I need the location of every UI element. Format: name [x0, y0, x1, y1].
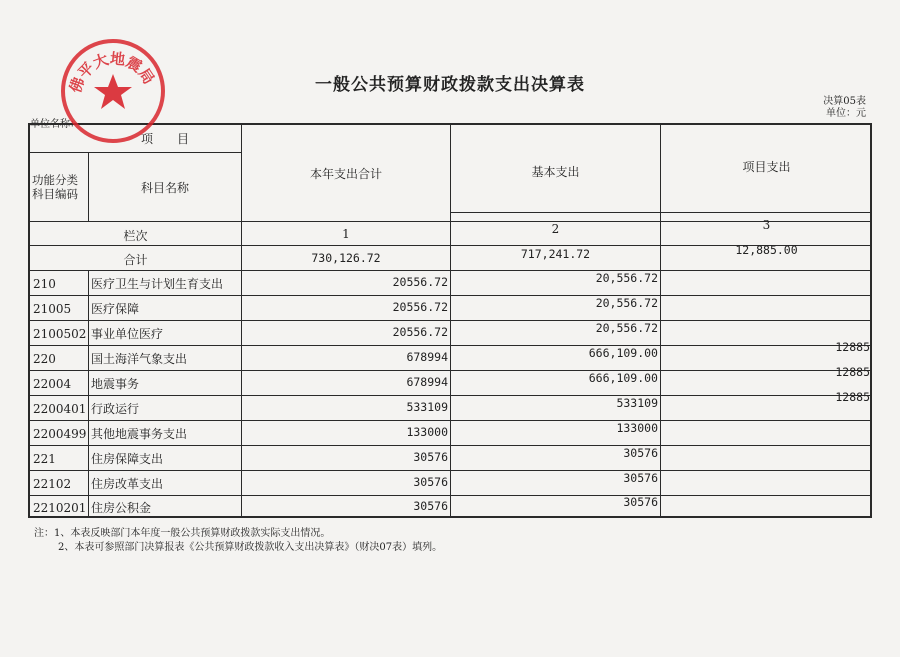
note-2: 2、本表可参照部门决算报表《公共预算财政拨款收入支出决算表》（财决07表）填列。: [58, 542, 443, 553]
sum-basic: 717,241.72: [520, 247, 591, 261]
row-name: 行政运行: [91, 402, 140, 416]
row-basic: 20,556.72: [595, 271, 658, 285]
index-3: 3: [762, 218, 771, 232]
note-1: 注：1、本表反映部门本年度一般公共预算财政拨款实际支出情况。: [34, 528, 331, 539]
row-project: 12885: [835, 340, 870, 354]
row-basic: 30576: [623, 495, 658, 509]
row-basic: 30576: [623, 446, 658, 460]
header-subject-name: 科目名称: [140, 181, 189, 195]
row-total: 133000: [406, 425, 448, 439]
row-basic: 30576: [623, 471, 658, 485]
row-code: 2200499: [33, 427, 87, 441]
row-name: 住房改革支出: [91, 477, 164, 491]
row-name: 医疗保障: [91, 302, 140, 316]
row-code: 220: [33, 352, 56, 366]
row-name: 地震事务: [91, 377, 140, 391]
row-name: 住房公积金: [91, 501, 152, 515]
page-title: 一般公共预算财政拨款支出决算表: [315, 75, 585, 95]
row-code: 221: [33, 452, 56, 466]
row-project: 12885: [835, 390, 870, 404]
official-seal: [58, 36, 168, 146]
row-basic: 20,556.72: [595, 321, 658, 335]
row-name: 住房保障支出: [91, 452, 164, 466]
row-code: 22004: [33, 377, 72, 391]
seal-text: 佛平大地震局: [66, 49, 159, 96]
row-total: 20556.72: [392, 275, 448, 289]
org-name-label: 单位名称：: [30, 119, 80, 130]
row-name: 其他地震事务支出: [91, 427, 188, 441]
unit-label: 单位：元: [826, 108, 866, 119]
row-total: 30576: [413, 499, 448, 513]
row-total: 678994: [406, 375, 448, 389]
row-index-label: 栏次: [123, 229, 148, 243]
sum-project: 12,885.00: [735, 243, 798, 257]
sum-label: 合计: [123, 253, 148, 267]
row-basic: 133000: [616, 421, 658, 435]
index-2: 2: [551, 222, 560, 236]
row-total: 20556.72: [392, 325, 448, 339]
row-basic: 20,556.72: [595, 296, 658, 310]
row-total: 678994: [406, 350, 448, 364]
row-basic: 533109: [616, 396, 658, 410]
header-item: 项 目: [140, 132, 189, 146]
expenditure-table: [28, 123, 872, 518]
row-code: 2210201: [33, 501, 87, 515]
seal-star-icon: [94, 74, 132, 109]
row-name: 医疗卫生与计划生育支出: [91, 277, 224, 291]
row-code: 2100502: [33, 327, 87, 341]
row-total: 30576: [413, 475, 448, 489]
header-total: 本年支出合计: [309, 167, 382, 181]
form-code: 决算05表: [823, 96, 866, 107]
row-code: 22102: [33, 477, 72, 491]
row-name: 事业单位医疗: [91, 327, 164, 341]
row-project: 12885: [835, 365, 870, 379]
index-1: 1: [342, 227, 350, 241]
row-code: 2200401: [33, 402, 87, 416]
header-basic: 基本支出: [531, 165, 580, 179]
row-total: 30576: [413, 450, 448, 464]
row-code: 21005: [33, 302, 72, 316]
row-basic: 666,109.00: [588, 371, 658, 385]
row-name: 国土海洋气象支出: [91, 352, 188, 366]
sum-total: 730,126.72: [311, 251, 381, 265]
row-total: 20556.72: [392, 300, 448, 314]
row-basic: 666,109.00: [588, 346, 658, 360]
header-project: 项目支出: [742, 160, 791, 174]
row-total: 533109: [406, 400, 448, 414]
header-func-code: 功能分类 科目编码: [32, 173, 78, 201]
row-code: 210: [33, 277, 56, 291]
